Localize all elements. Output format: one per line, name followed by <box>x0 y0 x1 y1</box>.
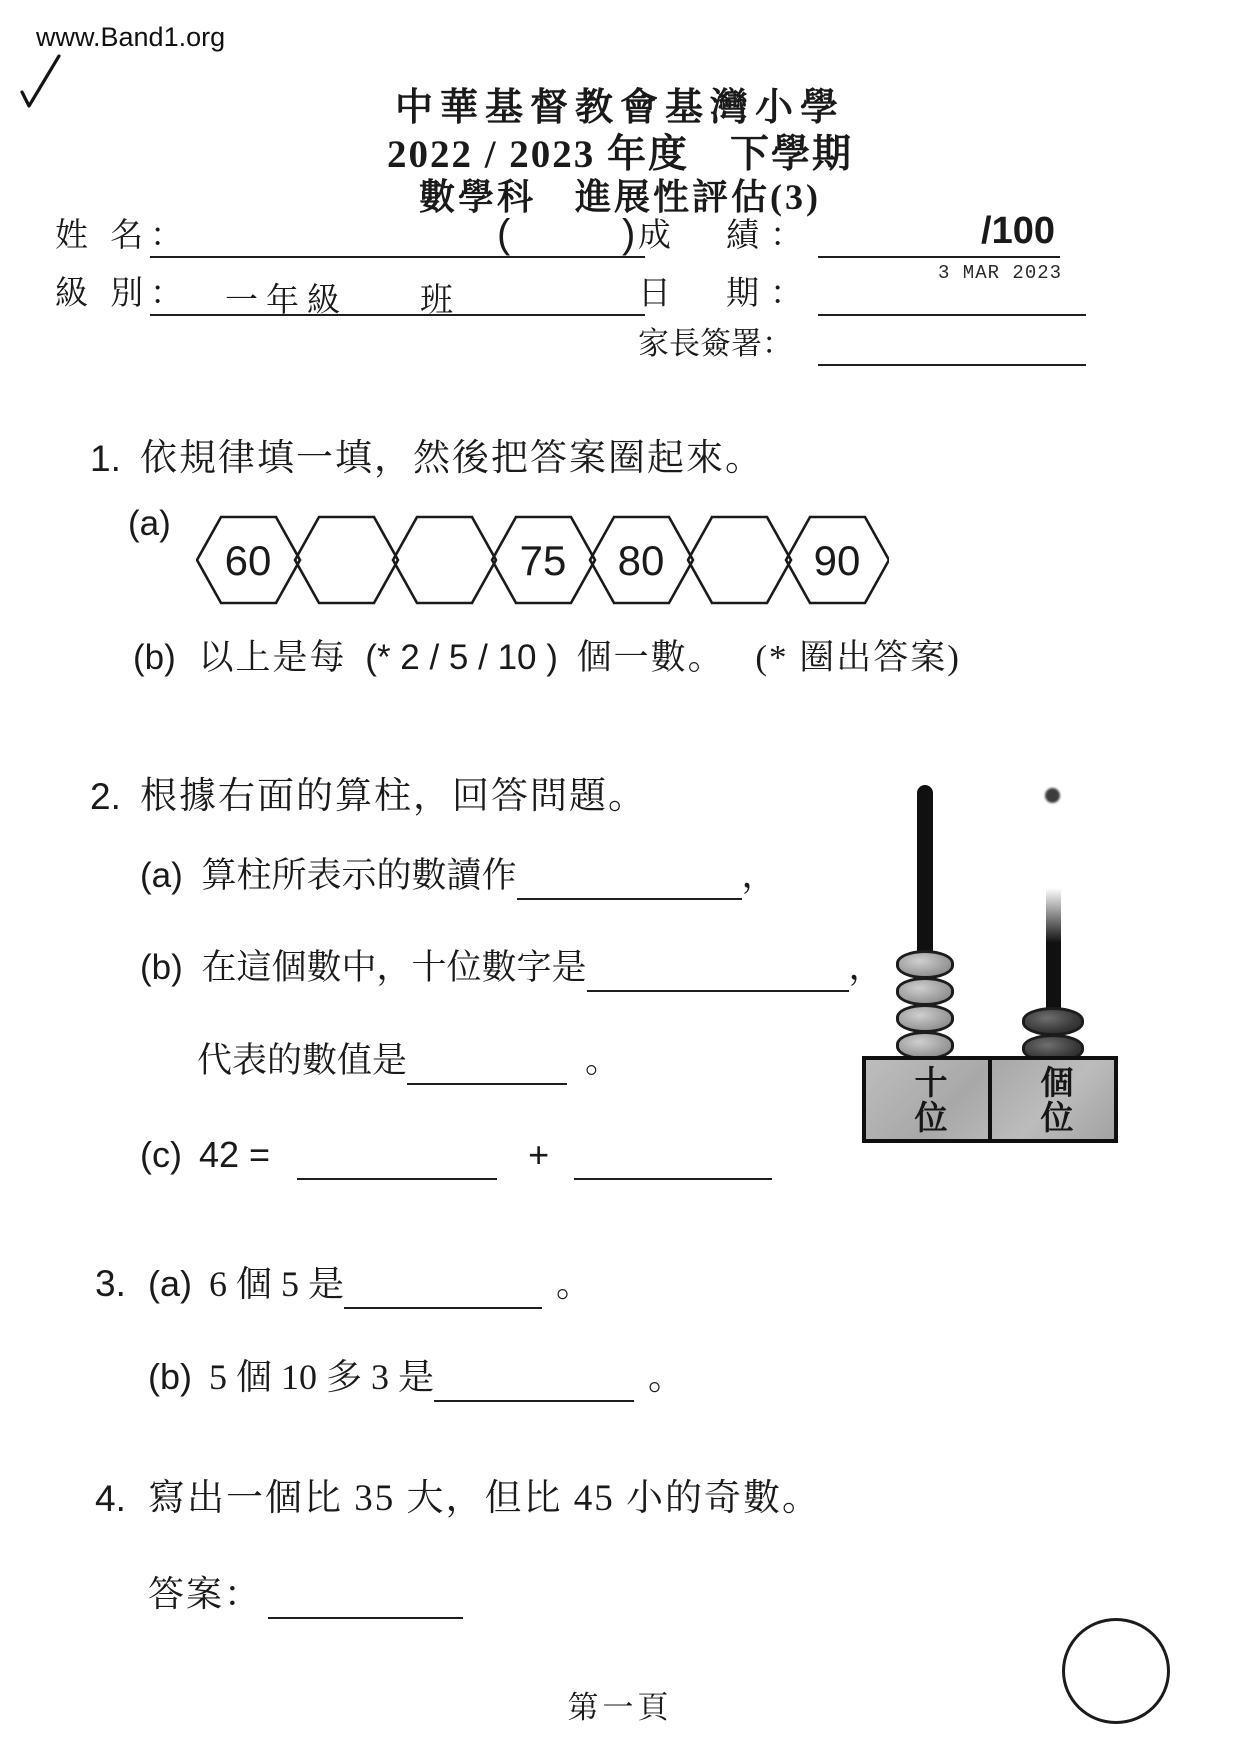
ones-bead-icon <box>1022 1007 1084 1036</box>
tens-place-cell <box>866 1060 988 1139</box>
tens-place-label: 十位 <box>909 1064 946 1135</box>
q2b2-suffix: 。 <box>585 1041 621 1080</box>
q1b-suffix: 個一數。 <box>576 638 725 677</box>
date-field-line[interactable] <box>818 314 1086 316</box>
q2a-label: (a) <box>140 856 183 895</box>
date-stamp: 3 MAR 2023 <box>938 262 1063 284</box>
svg-text:60: 60 <box>224 537 272 584</box>
name-label: 姓 名： <box>55 218 183 254</box>
hexagon-number-chain <box>196 514 889 606</box>
name-field-line[interactable] <box>150 256 645 258</box>
q2c-plus-sign: + <box>528 1134 550 1175</box>
q2b-answer-blank[interactable] <box>587 955 849 992</box>
q2a-text: 算柱所表示的數讀作 <box>201 856 517 895</box>
subject-assessment-title: 數學科 進展性評估(3) <box>419 177 821 217</box>
q2b2-text: 代表的數值是 <box>197 1041 408 1080</box>
school-name: 中華基督教會基灣小學 <box>394 87 845 129</box>
page-number-footer: 第一頁 <box>567 1690 673 1725</box>
q2a-answer-blank[interactable] <box>517 863 742 900</box>
abacus-ones-rod <box>1046 888 1061 1010</box>
hexagon-cell-5 <box>590 517 693 603</box>
q3b-suffix: 。 <box>648 1357 685 1397</box>
tens-bead-icon <box>896 1004 954 1033</box>
score-field-line[interactable] <box>818 256 1060 258</box>
hexagon-cell-4 <box>492 517 595 603</box>
q3a-answer-blank[interactable] <box>344 1271 542 1309</box>
hexagon-cell-1 <box>197 517 300 603</box>
q1b-options[interactable]: (* 2 / 5 / 10 ) <box>365 638 558 677</box>
q1a-label: (a) <box>128 504 171 543</box>
ones-place-label: 個位 <box>1035 1064 1072 1135</box>
hexagon-cell-7 <box>786 517 889 603</box>
q3a-suffix: 。 <box>556 1264 593 1304</box>
q4-answer-label: 答案： <box>148 1574 263 1614</box>
tens-bead-icon <box>896 977 954 1006</box>
hexagon-cell-6[interactable] <box>688 517 791 603</box>
hexagon-cell-2[interactable] <box>295 517 398 603</box>
school-year-term: 2022 / 2023 年度 下學期 <box>386 133 854 176</box>
q2-text: 根據右面的算柱，回答問題。 <box>140 776 647 817</box>
q1b-note: (* 圈出答案) <box>755 638 961 677</box>
q2b2-answer-blank[interactable] <box>407 1048 567 1085</box>
q3-number: 3. <box>95 1263 126 1304</box>
hexagon-cell-3[interactable] <box>393 517 496 603</box>
q2b-suffix: ， <box>848 948 884 987</box>
class-suffix: 班 <box>420 283 453 319</box>
q4-number: 4. <box>95 1478 126 1519</box>
q3b-answer-blank[interactable] <box>434 1364 634 1402</box>
q3b-text: 5 個 10 多 3 是 <box>209 1357 435 1397</box>
q2c-blank-1[interactable] <box>297 1142 497 1180</box>
name-paren-close: ) <box>622 212 636 256</box>
class-value: 一年級 <box>225 283 348 319</box>
date-label: 日 期： <box>638 276 803 312</box>
abacus-figure <box>860 780 1122 1146</box>
q2-number: 2. <box>90 776 121 817</box>
q2c-equation: 42 = <box>198 1134 271 1175</box>
tens-bead-icon <box>896 950 954 979</box>
svg-text:80: 80 <box>617 537 665 584</box>
q4-text: 寫出一個比 35 大，但比 45 小的奇數。 <box>148 1478 821 1519</box>
score-total: /100 <box>981 210 1055 252</box>
q1-number: 1. <box>90 438 121 479</box>
q2b-label: (b) <box>140 948 183 987</box>
q3a-label: (a) <box>148 1263 192 1304</box>
grading-circle <box>1062 1618 1170 1724</box>
class-label: 級 別： <box>55 276 183 312</box>
q2b-text: 在這個數中，十位數字是 <box>201 948 587 987</box>
q2c-blank-2[interactable] <box>574 1142 772 1180</box>
score-label: 成 績： <box>638 218 803 254</box>
q3a-text: 6 個 5 是 <box>209 1264 345 1304</box>
q2a-suffix: ， <box>741 856 777 895</box>
svg-text:90: 90 <box>813 537 861 584</box>
abacus-base <box>862 1056 1118 1143</box>
q1b-prefix: 以上是每 <box>198 638 347 677</box>
q4-answer-blank[interactable] <box>268 1581 463 1619</box>
ones-place-cell <box>988 1060 1114 1139</box>
watermark-url: www.Band1.org <box>36 22 226 52</box>
ink-dot <box>1045 788 1060 803</box>
q1b-label: (b) <box>133 638 176 677</box>
q1-text: 依規律填一填，然後把答案圈起來。 <box>140 438 764 479</box>
parent-signature-label: 家長簽署： <box>638 326 793 361</box>
q3b-label: (b) <box>148 1356 192 1397</box>
parent-signature-line[interactable] <box>818 364 1086 366</box>
q2c-label: (c) <box>140 1134 182 1175</box>
svg-text:75: 75 <box>519 537 567 584</box>
name-paren-open: ( <box>497 212 511 256</box>
abacus-tens-rod <box>917 785 933 955</box>
